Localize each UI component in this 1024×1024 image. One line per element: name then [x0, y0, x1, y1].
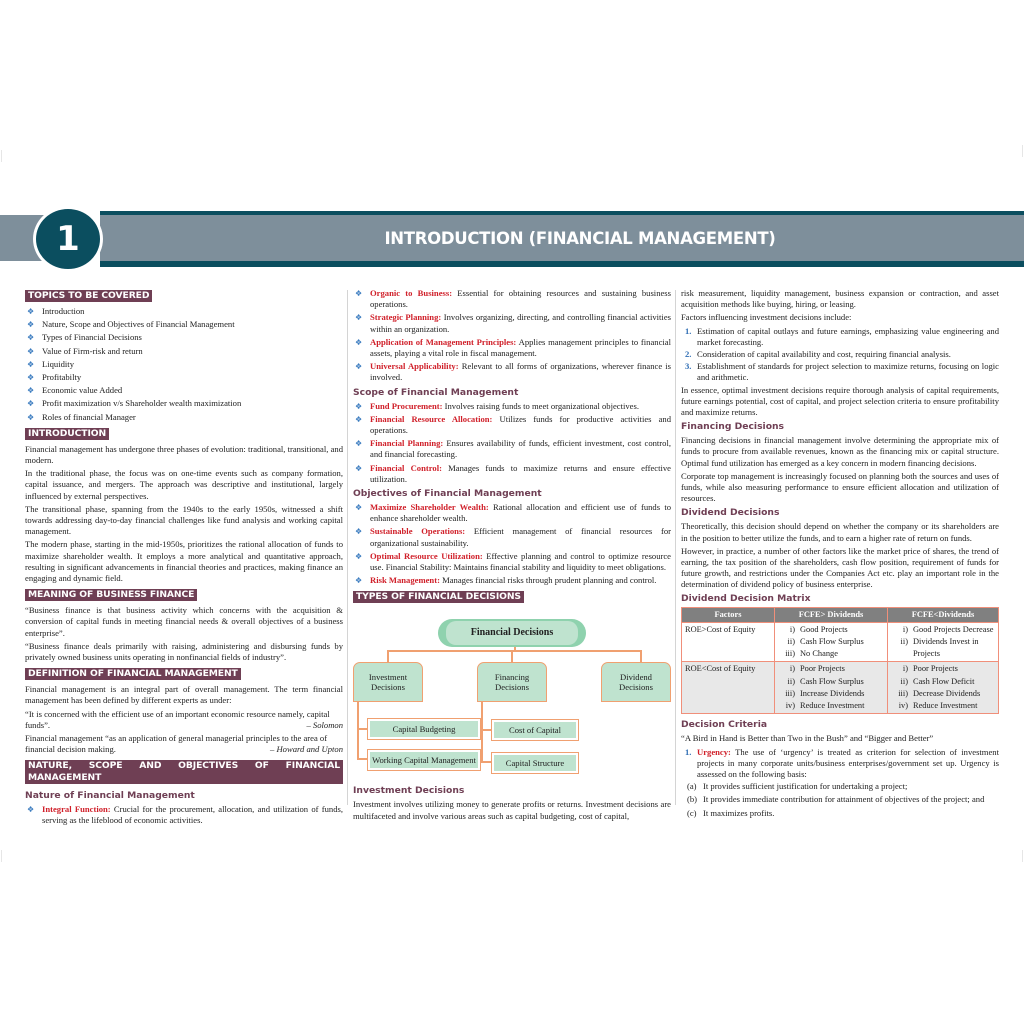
diamond-bullet-icon: ❖ — [355, 503, 363, 513]
list-item — [685, 349, 999, 360]
diamond-bullet-icon: ❖ — [355, 527, 363, 537]
list-item-text: Essential for obtaining resources and sustaining business operations. — [370, 288, 671, 310]
matrix-cell-line — [891, 700, 995, 712]
matrix-cell-line — [778, 624, 884, 636]
matrix-row — [682, 662, 999, 714]
page-edge-mark — [1, 150, 2, 162]
diagram-leaf-label: Cost of Capital — [508, 725, 562, 736]
subheading-financing-decisions: Financing Decisions — [681, 421, 785, 433]
list-item — [27, 372, 343, 383]
definition-intro: Financial management is an integral part of overall management. The term financial management has been defined by different experts as under: — [25, 684, 343, 706]
list-item — [355, 462, 671, 485]
list-item-text: Effective planning and control to optimize resource use. Financial Stability: Maintains financial stability and liquidity to meet obligations. — [370, 550, 671, 573]
list-item — [685, 361, 999, 383]
list-item-text: Ensures availability of funds, efficient investment, cost control, and financial forecasting. — [370, 438, 671, 460]
list-item — [27, 306, 343, 317]
list-item-letter: (a) — [687, 781, 697, 792]
criteria-item-text: The use of ‘urgency’ is treated as criterion for selection of investment projects in many corporate units/business enterprises/government set up. Urgency is assessed on the following basis: — [697, 746, 999, 779]
list-item-term: Strategic Planning: — [370, 312, 442, 323]
nature-list-continued — [353, 288, 671, 384]
diagram-node-investment — [353, 662, 423, 702]
roman-numeral: iii) — [785, 649, 795, 659]
diagram-leaf-capital-structure — [491, 752, 579, 774]
matrix-cell-text: No Change — [800, 649, 838, 659]
connector-line — [481, 729, 491, 731]
solomon-attribution-line — [25, 720, 343, 731]
list-item-term: Financial Control: — [370, 462, 442, 473]
list-item-text: It provides immediate contribution for attainment of objectives of the project; and — [703, 794, 985, 805]
roman-numeral: i) — [789, 624, 795, 634]
matrix-cell-text: Good Projects — [800, 624, 848, 634]
matrix-cell-line — [778, 676, 884, 688]
matrix-header-row — [682, 607, 999, 622]
list-item-letter: (b) — [687, 794, 698, 805]
roman-numeral: iii) — [785, 688, 795, 698]
investment-continued-text: risk measurement, liquidity management, business expansion or contraction, and asset acquisition methods like buying, hiring, or leasing. — [681, 288, 999, 310]
list-item — [355, 438, 671, 460]
list-item-text: Manages funds to maximize returns and ensure effective utilization. — [370, 462, 671, 484]
diamond-bullet-icon: ❖ — [355, 401, 363, 411]
paragraph: Theoretically, this decision should depend on whether the company or its shareholders are in the position to better utilize the funds, and to earn a higher rate of return on funds. — [681, 521, 999, 543]
list-item-text: Involves raising funds to meet organizational objectives. — [442, 400, 639, 411]
column-2 — [353, 288, 671, 824]
matrix-cell-gt — [775, 662, 888, 714]
diamond-bullet-icon: ❖ — [355, 313, 363, 323]
diagram-leaf-working-capital — [367, 749, 481, 771]
matrix-cell-line — [891, 688, 995, 700]
list-item — [355, 550, 671, 573]
matrix-cell-line — [891, 676, 995, 688]
diamond-bullet-icon: ❖ — [355, 463, 363, 473]
list-item-text: Establishment of standards for project selection to maximize returns, focusing on logic and arithmetic. — [697, 361, 999, 383]
connector-line — [357, 702, 359, 759]
list-item-term: Integral Function: — [42, 803, 111, 814]
roman-numeral: ii) — [900, 637, 908, 647]
diamond-bullet-icon: ❖ — [355, 576, 363, 586]
subheading-investment-decisions: Investment Decisions — [353, 785, 465, 797]
matrix-cell-line — [891, 663, 995, 675]
section-heading-introduction: INTRODUCTION — [25, 428, 109, 440]
connector-line — [481, 702, 483, 761]
list-item-term: Financial Planning: — [370, 438, 444, 449]
matrix-header-fcfe-gt: FCFE> Dividends — [775, 607, 888, 622]
matrix-cell-gt — [775, 622, 888, 662]
list-item-text: Liquidity — [42, 358, 74, 369]
dividend-decisions-body — [681, 521, 999, 590]
diamond-bullet-icon: ❖ — [355, 414, 363, 424]
matrix-cell-text: Poor Projects — [913, 664, 958, 674]
list-item-text: Involves organizing, directing, and controlling financial activities within an organization. — [370, 312, 671, 334]
list-item-term: Universal Applicability: — [370, 361, 459, 372]
diamond-bullet-icon: ❖ — [355, 439, 363, 449]
diamond-bullet-icon: ❖ — [355, 289, 363, 298]
list-item — [355, 502, 672, 524]
diagram-node-financing — [477, 662, 547, 702]
list-item — [27, 411, 343, 423]
subheading-decision-criteria: Decision Criteria — [681, 719, 768, 731]
matrix-cell-line — [778, 700, 884, 712]
matrix-cell-line — [778, 636, 884, 648]
list-item-text: Value of Firm-risk and return — [42, 345, 143, 356]
list-item-text: It provides sufficient justification for undertaking a project; — [703, 781, 908, 792]
criteria-item-urgency — [685, 746, 999, 781]
matrix-cell-line — [778, 648, 884, 660]
diagram-node-label: Dividend Decisions — [619, 671, 653, 693]
list-item-text: Consideration of capital availability and cost, requiring financial analysis. — [697, 349, 951, 360]
roman-numeral: i) — [902, 664, 908, 674]
business-finance-body — [25, 605, 343, 663]
roman-numeral: i) — [789, 664, 795, 674]
list-item-text: Economic value Added — [42, 385, 123, 396]
subheading-dividend-decisions: Dividend Decisions — [681, 507, 780, 519]
howard-upton-quote-end: financial decision making. — [25, 744, 116, 755]
list-item — [355, 361, 671, 383]
diamond-bullet-icon: ❖ — [355, 551, 363, 561]
column-divider — [347, 290, 348, 805]
scope-list — [353, 401, 671, 485]
investment-factors-list — [681, 326, 999, 384]
urgency-basis-list — [681, 781, 999, 819]
introduction-body — [25, 444, 343, 584]
diamond-bullet-icon: ❖ — [27, 320, 35, 330]
list-item-text: Applies management principles to financial assets, playing a vital role in fiscal management. — [370, 336, 671, 359]
chapter-number-badge: 1 — [33, 206, 103, 272]
diamond-bullet-icon: ❖ — [27, 373, 35, 383]
paragraph: “Business finance deals primarily with raising, administering and disbursing funds by privately owned business units operating in nonfinancial fields of industry”. — [25, 640, 343, 663]
paragraph: The transitional phase, spanning from the 1940s to the early 1950s, witnessed a shift towards addressing day-to-day financial challenges like fund analysis and working capital management. — [25, 503, 343, 537]
solomon-quote-end: funds”. — [25, 719, 51, 730]
list-item-text: Utilizes funds for productive activities and operations. — [370, 413, 671, 436]
list-item-text: Efficient management of financial resources for organizational sustainability. — [370, 526, 672, 548]
connector-line — [387, 650, 641, 652]
list-item-term: Application of Management Principles: — [370, 336, 517, 347]
objectives-list — [353, 502, 671, 586]
list-item-text: Rational allocation and efficient use of funds to enhance shareholder wealth. — [370, 502, 672, 524]
diamond-bullet-icon: ❖ — [355, 337, 363, 347]
list-item-text: Crucial for the procurement, allocation, and utilization of funds, serving as the lifeblood of economic activities. — [42, 803, 343, 825]
list-item-number: 2. — [685, 349, 692, 360]
paragraph: Corporate top management is increasingly focused on planning both the sources and uses of funds, while also measuring performance to ensure efficient allocation and utilization of resources. — [681, 470, 999, 504]
list-item — [355, 526, 672, 548]
matrix-header-factors: Factors — [682, 607, 775, 622]
list-item-term: Sustainable Operations: — [370, 526, 466, 537]
topics-list — [25, 306, 343, 423]
investment-summary: In essence, optimal investment decisions require thorough analysis of capital requirements, future earnings potential, cost of capital, and project selection criteria to ensure profitability and maximize returns. — [681, 384, 999, 418]
list-item-term: Maximize Shareholder Wealth: — [370, 502, 489, 513]
matrix-cell-line — [778, 663, 884, 675]
section-heading-definition: DEFINITION OF FINANCIAL MANAGEMENT — [25, 668, 241, 680]
roman-numeral: ii) — [900, 676, 908, 686]
list-item-text: Manages financial risks through prudent planning and control. — [439, 575, 657, 586]
page-edge-mark — [1, 850, 2, 862]
roman-numeral: ii) — [787, 637, 795, 647]
list-item-text: Types of Financial Decisions — [42, 332, 142, 343]
list-item — [355, 312, 671, 334]
diagram-leaf-label: Working Capital Management — [372, 755, 476, 766]
matrix-cell-factor: ROE<Cost of Equity — [682, 662, 775, 714]
connector-line — [357, 758, 367, 760]
list-item-term: Organic to Business: — [370, 288, 453, 298]
list-item-term: Optimal Resource Utilization: — [370, 550, 483, 561]
matrix-cell-text: Cash Flow Deficit — [913, 676, 975, 686]
list-item-text: Relevant to all forms of organizations, wherever finance is involved. — [370, 361, 671, 383]
section-heading-types: TYPES OF FINANCIAL DECISIONS — [353, 591, 524, 603]
roman-numeral: iv) — [898, 701, 908, 711]
diamond-bullet-icon: ❖ — [27, 412, 35, 422]
diagram-leaf-label: Capital Budgeting — [392, 724, 456, 735]
list-item — [27, 803, 343, 826]
matrix-row — [682, 622, 999, 662]
list-item-text: Profitabilty — [42, 372, 82, 383]
diamond-bullet-icon: ❖ — [27, 386, 35, 396]
list-item-text: Profit maximization v/s Shareholder wealth maximization — [42, 398, 242, 409]
solomon-quote-text: “It is concerned with the efficient use of an important economic resource namely, capital — [25, 708, 330, 719]
list-item — [687, 794, 999, 805]
decision-criteria-list — [681, 747, 999, 781]
list-item — [27, 398, 343, 409]
subheading-scope: Scope of Financial Management — [353, 386, 519, 398]
list-item — [27, 385, 343, 396]
paragraph: However, in practice, a number of other factors like the market price of shares, the trend of earning, the tax position of the shareholders, cash flow position, requirement of funds for future growth, and restrictions under the Companies Act etc. play an important role in the determination of dividend policy of business enterprise. — [681, 545, 999, 590]
matrix-cell-lt — [888, 622, 999, 662]
subheading-objectives: Objectives of Financial Management — [353, 488, 542, 500]
criteria-item-number: 1. — [685, 746, 692, 757]
roman-numeral: ii) — [787, 676, 795, 686]
howard-upton-attribution-line — [25, 744, 343, 755]
howard-upton-author: – Howard and Upton — [270, 744, 343, 755]
diagram-leaf-label: Capital Structure — [505, 758, 565, 769]
diamond-bullet-icon: ❖ — [27, 399, 35, 409]
column-divider — [675, 290, 676, 805]
decision-criteria-quote: “A Bird in Hand is Better than Two in the Bush” and “Bigger and Better” — [681, 733, 934, 744]
financial-decisions-diagram — [353, 609, 671, 779]
list-item — [355, 575, 671, 586]
chapter-header-band — [0, 211, 1024, 267]
investment-decisions-text: Investment involves utilizing money to generate profits or returns. Investment decisions are multifaceted and involve various areas such as capital budgeting, cost of capital, — [353, 799, 671, 821]
diagram-node-dividend — [601, 662, 671, 702]
connector-line — [481, 761, 491, 763]
subheading-nature: Nature of Financial Management — [25, 789, 195, 801]
column-1 — [25, 288, 343, 828]
financing-decisions-body — [681, 435, 999, 504]
matrix-header-fcfe-lt: FCFE<Dividends — [888, 607, 999, 622]
list-item-number: 3. — [685, 361, 692, 372]
diamond-bullet-icon: ❖ — [355, 362, 363, 372]
diagram-root-label: Financial Decisions — [470, 627, 554, 639]
list-item — [355, 288, 671, 310]
list-item-number: 1. — [685, 325, 692, 336]
page-edge-mark — [1022, 145, 1023, 157]
list-item-term: Fund Procurement: — [370, 400, 443, 411]
list-item-text: Estimation of capital outlays and future earnings, emphasizing value engineering and market forecasting. — [697, 325, 999, 347]
list-item-term: Financial Resource Allocation: — [370, 413, 493, 424]
matrix-cell-line — [778, 688, 884, 700]
matrix-cell-lt — [888, 662, 999, 714]
paragraph: In the traditional phase, the focus was on one-time events such as company formation, capital issuance, and mergers. The approach was descriptive and institutional, largely influenced by external perspectives. — [25, 468, 343, 501]
matrix-cell-text: Decrease Dividends — [913, 688, 981, 698]
connector-line — [357, 728, 367, 730]
connector-line — [387, 650, 389, 662]
matrix-cell-text: Cash Flow Surplus — [800, 637, 864, 647]
list-item-term: Risk Management: — [370, 575, 440, 586]
factors-intro: Factors influencing investment decisions include: — [681, 312, 852, 323]
matrix-cell-line — [891, 624, 995, 636]
diagram-node-label: Financing Decisions — [494, 671, 530, 693]
matrix-cell-text: Cash Flow Surplus — [800, 676, 864, 686]
list-item — [355, 400, 671, 412]
list-item-text: Nature, Scope and Objectives of Financial Management — [42, 319, 235, 330]
chapter-title: INTRODUCTION (FINANCIAL MANAGEMENT) — [384, 228, 776, 248]
matrix-cell-text: Poor Projects — [800, 664, 845, 674]
howard-upton-quote — [25, 733, 343, 744]
list-item-text: Introduction — [42, 306, 85, 316]
section-heading-nature-scope: NATURE, SCOPE AND OBJECTIVES OF FINANCIAL MANAGEMENT — [25, 760, 343, 784]
matrix-cell-text: Good Projects Decrease — [913, 624, 994, 634]
matrix-cell-text: Reduce Investment — [800, 701, 865, 711]
list-item — [27, 319, 343, 330]
nature-list — [25, 804, 343, 826]
matrix-cell-line — [891, 636, 995, 660]
list-item — [27, 332, 343, 343]
page-edge-mark — [1022, 850, 1023, 862]
diamond-bullet-icon: ❖ — [27, 307, 35, 316]
list-item — [355, 413, 671, 436]
list-item-text: It maximizes profits. — [703, 807, 775, 818]
connector-line — [511, 650, 513, 662]
section-heading-business-finance: MEANING OF BUSINESS FINANCE — [25, 589, 197, 601]
section-heading-topics: TOPICS TO BE COVERED — [25, 290, 152, 302]
matrix-cell-factor: ROE>Cost of Equity — [682, 622, 775, 662]
criteria-item-term: Urgency: — [697, 746, 731, 757]
solomon-author: – Solomon — [306, 719, 343, 730]
diagram-root-node — [438, 619, 586, 647]
paragraph: “Business finance is that business activity which concerns with the acquisition & conversion of capital funds in meeting financial needs & overall objectives of a business enterprise”. — [25, 605, 343, 638]
list-item — [27, 358, 343, 370]
dividend-decision-matrix — [681, 607, 999, 715]
list-item — [355, 336, 671, 359]
diamond-bullet-icon: ❖ — [27, 359, 35, 369]
diamond-bullet-icon: ❖ — [27, 333, 35, 343]
paragraph: Financial management has undergone three phases of evolution: traditional, transitional, and modern. — [25, 443, 343, 466]
subheading-dividend-matrix: Dividend Decision Matrix — [681, 592, 811, 604]
list-item — [27, 345, 343, 357]
matrix-cell-text: Reduce Investment — [913, 701, 978, 711]
diagram-leaf-cost-of-capital — [491, 719, 579, 741]
connector-line — [640, 650, 642, 662]
matrix-cell-text: Dividends Invest in Projects — [913, 637, 979, 659]
roman-numeral: i) — [902, 624, 908, 634]
list-item — [685, 325, 999, 348]
paragraph: Financing decisions in financial management involve determining the appropriate mix of funds to procure from available revenues, known as the financing mix or capital structure. Optimal fund utilization has emerged as a key concern in modern financing decisions. — [681, 435, 999, 468]
diagram-leaf-capital-budgeting — [367, 718, 481, 740]
diamond-bullet-icon: ❖ — [27, 804, 35, 814]
diamond-bullet-icon: ❖ — [27, 346, 35, 356]
list-item-letter: (c) — [687, 807, 697, 818]
diagram-node-label: Investment Decisions — [368, 671, 408, 693]
paragraph: The modern phase, starting in the mid-1950s, prioritizes the rational allocation of funds to maximize shareholder wealth. It employs a more analytical and quantitative approach, resulting in significant advancements in financial theories and practices, making finance an engaging and dynamic field. — [25, 539, 343, 584]
roman-numeral: iv) — [785, 701, 795, 711]
howard-upton-quote-text: Financial management “as an application of general managerial principles to the area of — [25, 733, 328, 744]
list-item-text: Roles of financial Manager — [42, 411, 136, 422]
matrix-cell-text: Increase Dividends — [800, 688, 865, 698]
column-3 — [681, 288, 999, 821]
roman-numeral: iii) — [898, 688, 908, 698]
list-item — [687, 807, 999, 819]
solomon-quote — [25, 709, 343, 720]
list-item — [687, 781, 999, 792]
